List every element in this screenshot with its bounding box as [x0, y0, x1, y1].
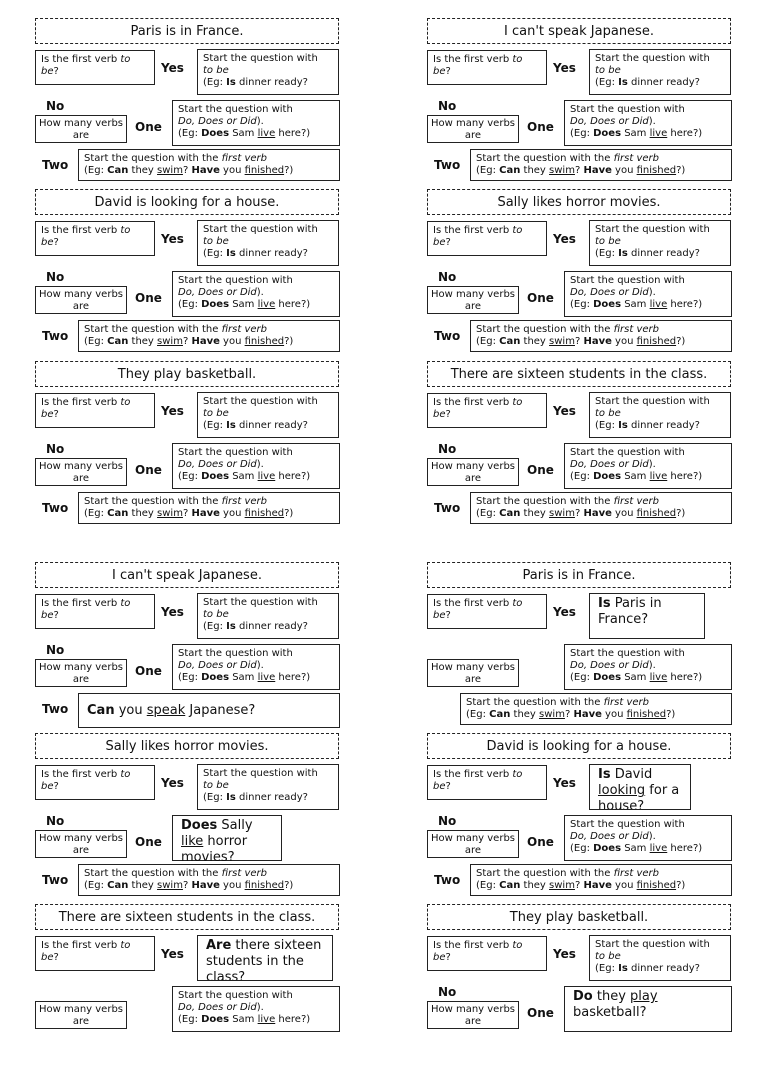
sentence-box: Paris is in France. — [35, 18, 339, 44]
question-first-verb: Is the first verb to be? — [427, 221, 547, 256]
question-first-verb: Is the first verb to be? — [35, 50, 155, 85]
question-how-many-verbs: How many verbs are — [35, 458, 127, 486]
two-label: Two — [42, 702, 69, 716]
one-label: One — [135, 664, 162, 678]
worksheet-block — [34, 18, 344, 188]
sentence-box: David is looking for a house. — [427, 733, 731, 759]
answer-to-be: Start the question with to be (Eg: Is dinner ready? — [197, 392, 339, 438]
no-label: No — [46, 643, 65, 657]
no-label: No — [438, 270, 457, 284]
sentence-box: David is looking for a house. — [35, 189, 339, 215]
question-how-many-verbs: How many verbs are — [427, 458, 519, 486]
question-how-many-verbs: How many verbs are — [35, 830, 127, 858]
yes-label: Yes — [161, 947, 184, 961]
answer-to-be: Start the question with to be (Eg: Is dinner ready? — [589, 392, 731, 438]
answer-first-verb: Start the question with the first verb (Eg: Can they swim? Have you finished?) — [78, 492, 340, 524]
answer-do-does-did: Start the question with Do, Does or Did). (Eg: Does Sam live here?) — [172, 271, 340, 317]
worksheet-block — [426, 733, 736, 903]
one-label: One — [527, 835, 554, 849]
question-how-many-verbs: How many verbs are — [427, 115, 519, 143]
filled-answer: Do they play basketball? — [564, 986, 732, 1032]
filled-answer: Does Sally like horror movies? — [172, 815, 282, 861]
no-label: No — [46, 814, 65, 828]
answer-first-verb: Start the question with the first verb (Eg: Can they swim? Have you finished?) — [470, 149, 732, 181]
answer-do-does-did: Start the question with Do, Does or Did). (Eg: Does Sam live here?) — [564, 100, 732, 146]
no-label: No — [46, 442, 65, 456]
two-label: Two — [434, 329, 461, 343]
question-first-verb: Is the first verb to be? — [35, 765, 155, 800]
question-how-many-verbs: How many verbs are — [427, 830, 519, 858]
one-label: One — [527, 463, 554, 477]
worksheet-block — [426, 18, 736, 188]
sentence-box: Sally likes horror movies. — [35, 733, 339, 759]
one-label: One — [135, 291, 162, 305]
sentence-box: There are sixteen students in the class. — [35, 904, 339, 930]
question-how-many-verbs: How many verbs are — [427, 659, 519, 687]
answer-do-does-did: Start the question with Do, Does or Did). (Eg: Does Sam live here?) — [172, 443, 340, 489]
filled-answer: Is Paris in France? — [589, 593, 705, 639]
answer-do-does-did: Start the question with Do, Does or Did). (Eg: Does Sam live here?) — [564, 815, 732, 861]
two-label: Two — [42, 501, 69, 515]
one-label: One — [135, 835, 162, 849]
question-first-verb: Is the first verb to be? — [35, 594, 155, 629]
worksheet-block — [34, 189, 344, 359]
yes-label: Yes — [553, 61, 576, 75]
answer-do-does-did: Start the question with Do, Does or Did). (Eg: Does Sam live here?) — [172, 986, 340, 1032]
two-label: Two — [42, 158, 69, 172]
answer-first-verb: Start the question with the first verb (Eg: Can they swim? Have you finished?) — [460, 693, 732, 725]
answer-to-be: Start the question with to be (Eg: Is dinner ready? — [197, 49, 339, 95]
yes-label: Yes — [553, 404, 576, 418]
yes-label: Yes — [553, 232, 576, 246]
yes-label: Yes — [553, 947, 576, 961]
one-label: One — [135, 120, 162, 134]
question-how-many-verbs: How many verbs are — [427, 286, 519, 314]
filled-answer: Are there sixteen students in the class? — [197, 935, 333, 981]
answer-do-does-did: Start the question with Do, Does or Did). (Eg: Does Sam live here?) — [564, 443, 732, 489]
question-how-many-verbs: How many verbs are — [35, 659, 127, 687]
answer-to-be: Start the question with to be (Eg: Is dinner ready? — [589, 935, 731, 981]
yes-label: Yes — [553, 776, 576, 790]
worksheet-block — [426, 904, 736, 1074]
yes-label: Yes — [161, 605, 184, 619]
question-first-verb: Is the first verb to be? — [427, 594, 547, 629]
answer-do-does-did: Start the question with Do, Does or Did). (Eg: Does Sam live here?) — [172, 100, 340, 146]
answer-first-verb: Start the question with the first verb (Eg: Can they swim? Have you finished?) — [78, 149, 340, 181]
no-label: No — [438, 99, 457, 113]
answer-to-be: Start the question with to be (Eg: Is dinner ready? — [589, 220, 731, 266]
yes-label: Yes — [161, 404, 184, 418]
answer-first-verb: Start the question with the first verb (Eg: Can they swim? Have you finished?) — [470, 492, 732, 524]
question-first-verb: Is the first verb to be? — [427, 765, 547, 800]
two-label: Two — [434, 501, 461, 515]
answer-to-be: Start the question with to be (Eg: Is dinner ready? — [197, 220, 339, 266]
question-first-verb: Is the first verb to be? — [35, 936, 155, 971]
two-label: Two — [434, 158, 461, 172]
no-label: No — [438, 814, 457, 828]
answer-first-verb: Start the question with the first verb (Eg: Can they swim? Have you finished?) — [78, 864, 340, 896]
one-label: One — [527, 120, 554, 134]
question-how-many-verbs: How many verbs are — [35, 115, 127, 143]
question-how-many-verbs: How many verbs are — [427, 1001, 519, 1029]
worksheet-block — [34, 733, 344, 903]
yes-label: Yes — [161, 776, 184, 790]
question-first-verb: Is the first verb to be? — [427, 936, 547, 971]
sentence-box: I can't speak Japanese. — [35, 562, 339, 588]
answer-first-verb: Start the question with the first verb (Eg: Can they swim? Have you finished?) — [470, 320, 732, 352]
yes-label: Yes — [161, 61, 184, 75]
answer-to-be: Start the question with to be (Eg: Is dinner ready? — [197, 764, 339, 810]
worksheet-block — [34, 904, 344, 1074]
answer-do-does-did: Start the question with Do, Does or Did). (Eg: Does Sam live here?) — [564, 644, 732, 690]
worksheet-block — [34, 562, 344, 732]
one-label: One — [527, 291, 554, 305]
yes-label: Yes — [161, 232, 184, 246]
no-label: No — [46, 270, 65, 284]
question-first-verb: Is the first verb to be? — [427, 50, 547, 85]
answer-to-be: Start the question with to be (Eg: Is dinner ready? — [197, 593, 339, 639]
no-label: No — [438, 985, 457, 999]
worksheet-block — [426, 562, 736, 732]
sentence-box: I can't speak Japanese. — [427, 18, 731, 44]
sentence-box: They play basketball. — [427, 904, 731, 930]
question-first-verb: Is the first verb to be? — [35, 393, 155, 428]
worksheet-block — [426, 189, 736, 359]
answer-do-does-did: Start the question with Do, Does or Did). (Eg: Does Sam live here?) — [172, 644, 340, 690]
two-label: Two — [434, 873, 461, 887]
answer-to-be: Start the question with to be (Eg: Is dinner ready? — [589, 49, 731, 95]
yes-label: Yes — [553, 605, 576, 619]
no-label: No — [438, 442, 457, 456]
question-first-verb: Is the first verb to be? — [35, 221, 155, 256]
sentence-box: There are sixteen students in the class. — [427, 361, 731, 387]
question-first-verb: Is the first verb to be? — [427, 393, 547, 428]
one-label: One — [135, 463, 162, 477]
no-label: No — [46, 99, 65, 113]
two-label: Two — [42, 329, 69, 343]
filled-answer: Is David looking for a house? — [589, 764, 691, 810]
question-how-many-verbs: How many verbs are — [35, 286, 127, 314]
answer-first-verb: Start the question with the first verb (Eg: Can they swim? Have you finished?) — [470, 864, 732, 896]
answer-do-does-did: Start the question with Do, Does or Did). (Eg: Does Sam live here?) — [564, 271, 732, 317]
filled-answer: Can you speak Japanese? — [78, 693, 340, 728]
one-label: One — [527, 1006, 554, 1020]
worksheet-block — [426, 361, 736, 531]
sentence-box: Paris is in France. — [427, 562, 731, 588]
sentence-box: They play basketball. — [35, 361, 339, 387]
question-how-many-verbs: How many verbs are — [35, 1001, 127, 1029]
worksheet-block — [34, 361, 344, 531]
sentence-box: Sally likes horror movies. — [427, 189, 731, 215]
two-label: Two — [42, 873, 69, 887]
answer-first-verb: Start the question with the first verb (Eg: Can they swim? Have you finished?) — [78, 320, 340, 352]
